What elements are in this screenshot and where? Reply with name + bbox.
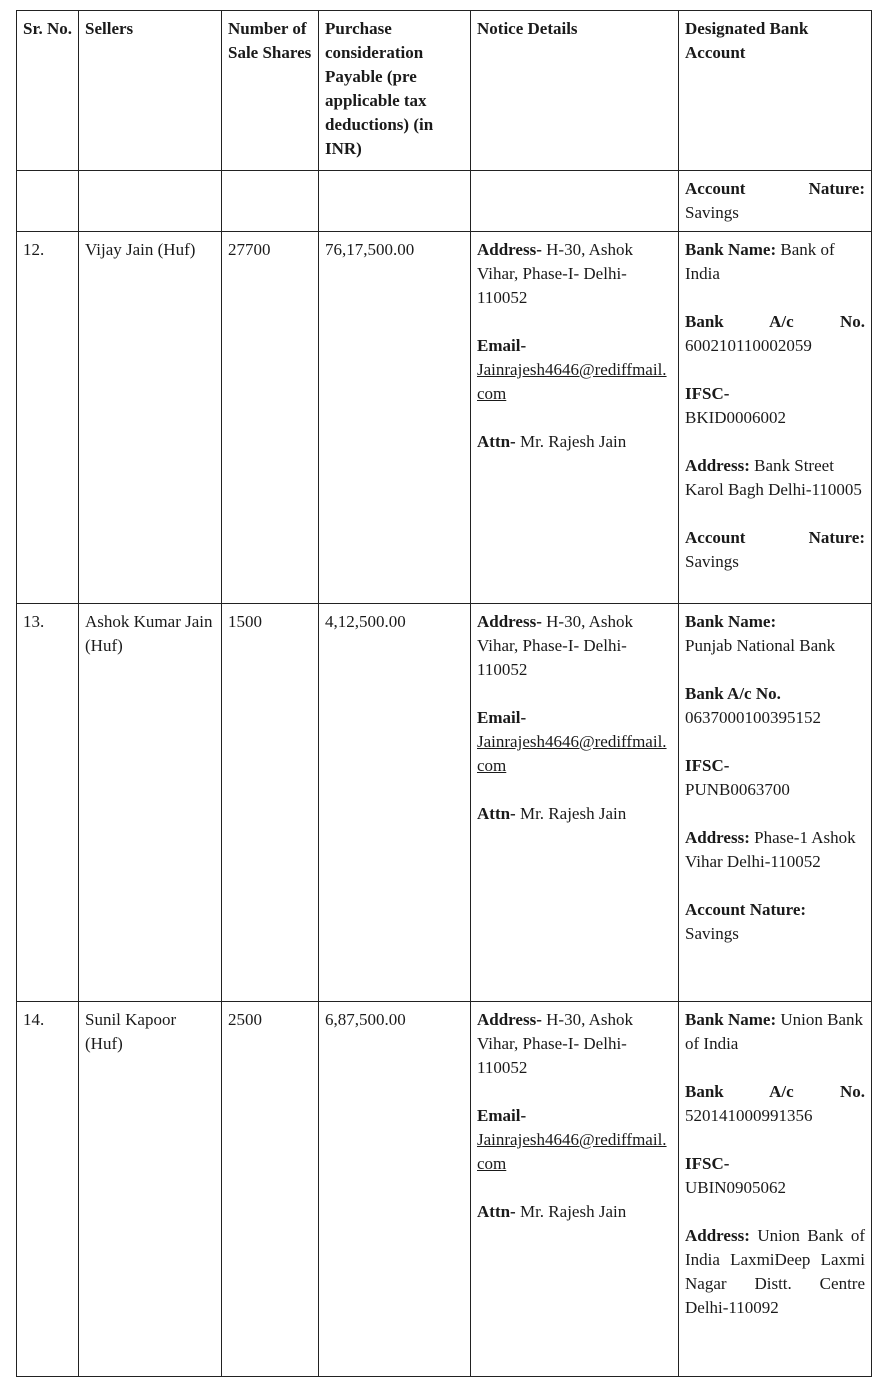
bank-name-value: Union Bank of India	[685, 1010, 864, 1053]
cont-sr-cell	[17, 171, 79, 232]
row-shares: 1500	[222, 604, 319, 1002]
bank-name-value: Bank of India	[685, 240, 835, 283]
row-seller: Sunil Kapoor (Huf)	[79, 1002, 222, 1377]
cont-account-nature-label: Account Nature:	[685, 179, 865, 198]
account-nature-value: Savings	[685, 552, 739, 571]
address-value: H-30, Ashok Vihar, Phase-I- Delhi- 110052	[477, 240, 634, 307]
cont-account-nature-value: Savings	[685, 203, 739, 222]
email-label: Email-	[477, 708, 527, 727]
table-row	[17, 232, 872, 604]
attn-value: Mr. Rajesh Jain	[519, 804, 627, 823]
row-seller: Ashok Kumar Jain (Huf)	[79, 604, 222, 1002]
header-bank: Designated Bank Account	[679, 11, 872, 171]
ifsc-label: IFSC-	[685, 756, 730, 775]
cont-shares-cell	[222, 171, 319, 232]
email-link[interactable]: Jainrajesh4646@rediffmail.com	[477, 1130, 667, 1173]
bank-name-label: Bank Name:	[685, 612, 777, 631]
ifsc-label: IFSC-	[685, 1154, 730, 1173]
ifsc-value: UBIN0905062	[685, 1178, 787, 1197]
address-value: H-30, Ashok Vihar, Phase-I- Delhi- 110052	[477, 1010, 634, 1077]
header-shares: Number of Sale Shares	[222, 11, 319, 171]
cont-amount-cell	[319, 171, 471, 232]
email-label: Email-	[477, 336, 527, 355]
acc-no-label: Bank A/c No.	[685, 312, 865, 331]
acc-no-value: 520141000991356	[685, 1106, 813, 1125]
ifsc-value: PUNB0063700	[685, 780, 790, 799]
row-shares: 27700	[222, 232, 319, 604]
row-seller: Vijay Jain (Huf)	[79, 232, 222, 604]
row-sr: 13.	[17, 604, 79, 1002]
row-notice	[471, 1002, 679, 1377]
email-link[interactable]: Jainrajesh4646@rediffmail.com	[477, 732, 667, 775]
row-sr: 14.	[17, 1002, 79, 1377]
row-amount: 6,87,500.00	[319, 1002, 471, 1377]
email-link[interactable]: Jainrajesh4646@rediffmail.com	[477, 360, 667, 403]
sellers-table	[16, 10, 872, 1377]
ifsc-label: IFSC-	[685, 384, 730, 403]
row-notice	[471, 604, 679, 1002]
bank-address-label: Address:	[685, 828, 750, 847]
cont-seller-cell	[79, 171, 222, 232]
address-label: Address-	[477, 1010, 542, 1029]
address-label: Address-	[477, 240, 542, 259]
acc-no-value: 600210110002059	[685, 336, 812, 355]
bank-name-label: Bank Name:	[685, 240, 777, 259]
row-bank	[679, 232, 872, 604]
account-nature-value: Savings	[685, 924, 739, 943]
table-row	[17, 1002, 872, 1377]
row-bank	[679, 1002, 872, 1377]
address-value: H-30, Ashok Vihar, Phase-I- Delhi- 110052	[477, 612, 634, 679]
account-nature-label: Account Nature:	[685, 528, 865, 547]
header-sr-no: Sr. No.	[17, 11, 79, 171]
continued-row	[17, 171, 872, 232]
header-notice: Notice Details	[471, 11, 679, 171]
bank-address-label: Address:	[685, 456, 750, 475]
row-bank	[679, 604, 872, 1002]
acc-no-label: Bank A/c No.	[685, 1082, 865, 1101]
ifsc-value: BKID0006002	[685, 408, 787, 427]
header-sellers: Sellers	[79, 11, 222, 171]
account-nature-label: Account Nature:	[685, 900, 807, 919]
header-row	[17, 11, 872, 171]
acc-no-value: 0637000100395152	[685, 708, 821, 727]
row-sr: 12.	[17, 232, 79, 604]
row-amount: 76,17,500.00	[319, 232, 471, 604]
bank-name-value: Punjab National Bank	[685, 636, 836, 655]
bank-address-label: Address:	[685, 1226, 750, 1245]
attn-value: Mr. Rajesh Jain	[519, 432, 627, 451]
attn-label: Attn-	[477, 432, 516, 451]
bank-address-value: Phase-1 Ashok Vihar Delhi-110052	[685, 828, 856, 871]
row-amount: 4,12,500.00	[319, 604, 471, 1002]
attn-value: Mr. Rajesh Jain	[519, 1202, 627, 1221]
acc-no-label: Bank A/c No.	[685, 684, 781, 703]
bank-name-label: Bank Name:	[685, 1010, 777, 1029]
bank-address-value: Bank Street Karol Bagh Delhi-110005	[685, 456, 862, 499]
attn-label: Attn-	[477, 804, 516, 823]
attn-label: Attn-	[477, 1202, 516, 1221]
address-label: Address-	[477, 612, 542, 631]
table-row	[17, 604, 872, 1002]
cont-notice-cell	[471, 171, 679, 232]
email-label: Email-	[477, 1106, 527, 1125]
bank-address-value: Union Bank of India LaxmiDeep Laxmi Nagar Distt. Centre Delhi-110092	[685, 1226, 866, 1317]
cont-bank-cell	[679, 171, 872, 232]
header-consideration: Purchase consideration Payable (pre applicable tax deductions) (in INR)	[319, 11, 471, 171]
row-notice	[471, 232, 679, 604]
row-shares: 2500	[222, 1002, 319, 1377]
